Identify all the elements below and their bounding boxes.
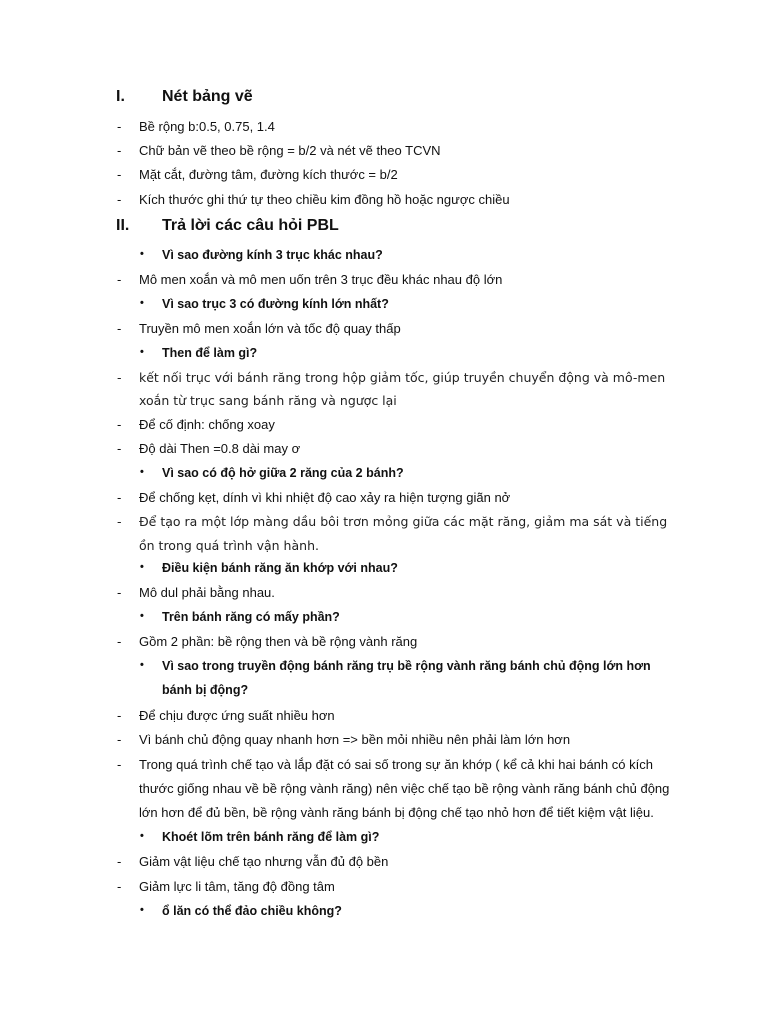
bullet-marker: •	[140, 830, 144, 842]
dash-marker: -	[117, 879, 122, 894]
answer-text: Để chống kẹt, dính vì khi nhiệt độ cao xảy ra hiện tượng giãn nở	[139, 490, 511, 505]
section-number: I.	[116, 88, 125, 105]
dash-marker: -	[117, 854, 122, 869]
dash-marker: -	[117, 634, 122, 649]
question-text: Vì sao có độ hở giữa 2 răng của 2 bánh?	[162, 466, 404, 480]
dash-marker: -	[117, 272, 122, 287]
dash-marker: -	[117, 490, 122, 505]
dash-marker: -	[117, 441, 122, 456]
bullet-marker: •	[140, 466, 144, 478]
section-title: Trả lời các câu hỏi PBL	[162, 217, 339, 234]
answer-text: thước giống nhau về bề rộng vành răng) nên việc chế tạo bề rộng vành răng bánh chủ động	[139, 781, 670, 796]
bullet-marker: •	[140, 659, 144, 671]
answer-text: Để cố định: chống xoay	[139, 417, 275, 432]
list-item-text: Mặt cắt, đường tâm, đường kích thước = b/2	[139, 167, 398, 182]
answer-text: Mô dul phải bằng nhau.	[139, 585, 275, 600]
question-text: Điều kiện bánh răng ăn khớp với nhau?	[162, 561, 398, 575]
dash-marker: -	[117, 167, 122, 182]
dash-marker: -	[117, 757, 122, 772]
answer-text: Truyền mô men xoắn lớn và tốc độ quay thấp	[139, 321, 401, 336]
bullet-marker: •	[140, 346, 144, 358]
section-title: Nét bảng vẽ	[162, 88, 253, 105]
dash-marker: -	[117, 708, 122, 723]
answer-text: xoắn từ trục sang bánh răng và ngược lại	[139, 393, 397, 408]
question-text: Vì sao trong truyền động bánh răng trụ bề rộng vành răng bánh chủ động lớn hơn	[162, 659, 651, 673]
answer-text: Giảm vật liệu chế tạo nhưng vẫn đủ độ bền	[139, 854, 389, 869]
answer-text: lớn hơn để đủ bền, bề rộng vành răng bánh bị động chế tạo nhỏ hơn để tiết kiệm vật liệu.	[139, 805, 654, 820]
section-number: II.	[116, 217, 130, 234]
bullet-marker: •	[140, 248, 144, 260]
answer-text: Giảm lực li tâm, tăng độ đồng tâm	[139, 879, 335, 894]
dash-marker: -	[117, 732, 122, 747]
bullet-marker: •	[140, 610, 144, 622]
question-text: Khoét lõm trên bánh răng để làm gì?	[162, 830, 380, 844]
answer-text: Để chịu được ứng suất nhiều hơn	[139, 708, 335, 723]
list-item-text: Kích thước ghi thứ tự theo chiều kim đồng hồ hoặc ngược chiều	[139, 192, 510, 207]
bullet-marker: •	[140, 297, 144, 309]
question-text: Trên bánh răng có mấy phần?	[162, 610, 340, 624]
question-text: bánh bị động?	[162, 683, 249, 697]
dash-marker: -	[117, 143, 122, 158]
dash-marker: -	[117, 514, 122, 529]
dash-marker: -	[117, 119, 122, 134]
bullet-marker: •	[140, 561, 144, 573]
list-item-text: Bề rộng b:0.5, 0.75, 1.4	[139, 119, 275, 134]
bullet-marker: •	[140, 904, 144, 916]
question-text: Then để làm gì?	[162, 346, 258, 360]
dash-marker: -	[117, 321, 122, 336]
answer-text: ồn trong quá trình vận hành.	[139, 538, 319, 553]
question-text: ổ lăn có thể đảo chiều không?	[162, 904, 342, 918]
answer-text: Vì bánh chủ động quay nhanh hơn => bền mỏi nhiều nên phải làm lớn hơn	[139, 732, 571, 747]
dash-marker: -	[117, 417, 122, 432]
answer-text: Để tạo ra một lớp màng dầu bôi trơn mỏng giữa các mặt răng, giảm ma sát và tiếng	[139, 514, 668, 529]
answer-text: Trong quá trình chế tạo và lắp đặt có sai số trong sự ăn khớp ( kể cả khi hai bánh có kích	[139, 757, 653, 772]
list-item-text: Chữ bản vẽ theo bề rộng = b/2 và nét vẽ theo TCVN	[139, 143, 441, 158]
answer-text: kết nối trục với bánh răng trong hộp giảm tốc, giúp truyền chuyển động và mô-men	[139, 370, 666, 385]
dash-marker: -	[117, 585, 122, 600]
question-text: Vì sao trục 3 có đường kính lớn nhất?	[162, 297, 389, 311]
dash-marker: -	[117, 192, 122, 207]
answer-text: Độ dài Then =0.8 dài may ơ	[139, 441, 301, 456]
dash-marker: -	[117, 370, 122, 385]
question-text: Vì sao đường kính 3 trục khác nhau?	[162, 248, 383, 262]
answer-text: Gồm 2 phần: bề rộng then và bề rộng vành răng	[139, 634, 418, 649]
answer-text: Mô men xoắn và mô men uốn trên 3 trục đều khác nhau độ lớn	[139, 272, 503, 287]
